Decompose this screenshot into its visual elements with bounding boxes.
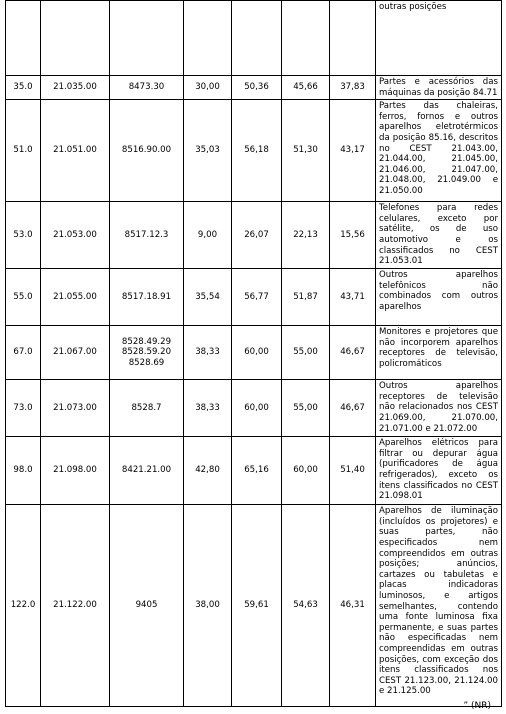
ncm-code: 8473.30 bbox=[128, 82, 165, 93]
description-cell: outras posições bbox=[376, 1, 502, 76]
value-c-cell: 51,30 bbox=[282, 100, 330, 202]
value-d-cell: 46,31 bbox=[330, 505, 376, 707]
value-a-cell: 30,00 bbox=[184, 76, 232, 100]
ncm-code: 8421.21.00 bbox=[121, 465, 172, 476]
value-b-cell: 50,36 bbox=[232, 76, 282, 100]
ncm-cell bbox=[110, 505, 184, 707]
description-cell: Partes das chaleiras, ferros, fornos e outros aparelhos eletrotérmicos da posição 85.16, descritos no CEST 21.043.00, 21.044.00, 21.045.00, 21.046.00, 21.047.00, 21.048.00, 21.049.00 e 21.050.00 bbox=[376, 100, 502, 202]
ncm-cell bbox=[110, 437, 184, 505]
ncm-cell bbox=[110, 100, 184, 202]
ncm-code: 8516.90.00 bbox=[121, 145, 172, 156]
table-row bbox=[6, 505, 502, 707]
ncm-code: 8528.69 bbox=[128, 357, 165, 368]
value-a-cell: 38,33 bbox=[184, 326, 232, 380]
cest-cell: 21.051.00 bbox=[41, 100, 110, 202]
value-c-cell: 51,87 bbox=[282, 269, 330, 326]
value-c-cell bbox=[282, 1, 330, 76]
value-b-cell: 60,00 bbox=[232, 326, 282, 380]
cest-cell: 21.053.00 bbox=[41, 202, 110, 269]
item-cell: 51.0 bbox=[6, 100, 41, 202]
ncm-code: 8528.7 bbox=[131, 402, 162, 413]
table-row bbox=[6, 380, 502, 437]
item-cell: 55.0 bbox=[6, 269, 41, 326]
description-cell: Monitores e projetores que não incorporem aparelhos receptores de televisão, policromáticos bbox=[376, 326, 502, 380]
description-cell: Aparelhos elétricos para filtrar ou depurar água (purificadores de água refrigerados), exceto os itens classificados no CEST 21.098.01 bbox=[376, 437, 502, 505]
ncm-cell bbox=[110, 380, 184, 437]
value-b-cell: 59,61 bbox=[232, 505, 282, 707]
footer-note: ” (NR) bbox=[463, 701, 491, 711]
ncm-code: 8528.49.29 bbox=[121, 336, 172, 347]
value-c-cell: 55,00 bbox=[282, 326, 330, 380]
value-d-cell: 43,17 bbox=[330, 100, 376, 202]
ncm-cell bbox=[110, 202, 184, 269]
value-b-cell: 56,77 bbox=[232, 269, 282, 326]
table-row bbox=[6, 202, 502, 269]
description-cell: Partes e acessórios das máquinas da posição 84.71 bbox=[376, 76, 502, 100]
value-c-cell: 60,00 bbox=[282, 437, 330, 505]
ncm-cell bbox=[110, 326, 184, 380]
value-b-cell: 56,18 bbox=[232, 100, 282, 202]
table-row bbox=[6, 269, 502, 326]
item-cell: 122.0 bbox=[6, 505, 41, 707]
item-cell: 53.0 bbox=[6, 202, 41, 269]
item-cell bbox=[6, 1, 41, 76]
value-c-cell: 22,13 bbox=[282, 202, 330, 269]
value-b-cell: 60,00 bbox=[232, 380, 282, 437]
item-cell: 67.0 bbox=[6, 326, 41, 380]
cest-cell: 21.122.00 bbox=[41, 505, 110, 707]
value-b-cell bbox=[232, 1, 282, 76]
ncm-code: 8517.18.91 bbox=[121, 291, 172, 302]
value-d-cell bbox=[330, 1, 376, 76]
ncm-code: 8528.59.20 bbox=[121, 347, 172, 358]
value-a-cell: 38,00 bbox=[184, 505, 232, 707]
cest-cell: 21.035.00 bbox=[41, 76, 110, 100]
value-a-cell bbox=[184, 1, 232, 76]
ncm-cell bbox=[110, 76, 184, 100]
cest-table bbox=[5, 0, 502, 707]
ncm-code: 9405 bbox=[135, 600, 158, 611]
value-a-cell: 35,54 bbox=[184, 269, 232, 326]
value-b-cell: 65,16 bbox=[232, 437, 282, 505]
table-row bbox=[6, 437, 502, 505]
table-body bbox=[6, 1, 502, 707]
table-row bbox=[6, 326, 502, 380]
cest-cell: 21.098.00 bbox=[41, 437, 110, 505]
cest-cell: 21.055.00 bbox=[41, 269, 110, 326]
item-cell: 73.0 bbox=[6, 380, 41, 437]
cest-cell: 21.067.00 bbox=[41, 326, 110, 380]
value-d-cell: 46,67 bbox=[330, 380, 376, 437]
value-b-cell: 26,07 bbox=[232, 202, 282, 269]
value-c-cell: 45,66 bbox=[282, 76, 330, 100]
value-c-cell: 54,63 bbox=[282, 505, 330, 707]
ncm-code: 8517.12.3 bbox=[124, 229, 169, 240]
value-d-cell: 37,83 bbox=[330, 76, 376, 100]
ncm-cell bbox=[110, 269, 184, 326]
value-a-cell: 35,03 bbox=[184, 100, 232, 202]
item-cell: 35.0 bbox=[6, 76, 41, 100]
description-cell: Outros aparelhos telefônicos não combinados com outros aparelhos bbox=[376, 269, 502, 326]
item-cell: 98.0 bbox=[6, 437, 41, 505]
cest-cell: 21.073.00 bbox=[41, 380, 110, 437]
description-cell: Outros aparelhos receptores de televisão não relacionados nos CEST 21.069.00, 21.070.00, 21.071.00 e 21.072.00 bbox=[376, 380, 502, 437]
description-cell: Aparelhos de iluminação (incluídos os projetores) e suas partes, não especificados nem compreendidos em outras posições; anúncios, cartazes ou tabuletas e placas indicadoras luminosos, e artigos semelhantes, contendo uma fonte luminosa fixa permanente, e suas partes não especificadas nem compreendidas em outras posições, com exceção dos itens classificados nos CEST 21.123.00, 21.124.00 e 21.125.00 bbox=[376, 505, 502, 707]
value-a-cell: 38,33 bbox=[184, 380, 232, 437]
value-d-cell: 43,71 bbox=[330, 269, 376, 326]
description-cell: Telefones para redes celulares, exceto por satélite, os de uso automotivo e os classificados no CEST 21.053.01 bbox=[376, 202, 502, 269]
table-row bbox=[6, 1, 502, 76]
table-row bbox=[6, 76, 502, 100]
table-row bbox=[6, 100, 502, 202]
value-d-cell: 46,67 bbox=[330, 326, 376, 380]
value-a-cell: 9,00 bbox=[184, 202, 232, 269]
value-d-cell: 51,40 bbox=[330, 437, 376, 505]
value-a-cell: 42,80 bbox=[184, 437, 232, 505]
value-d-cell: 15,56 bbox=[330, 202, 376, 269]
cest-cell bbox=[41, 1, 110, 76]
value-c-cell: 55,00 bbox=[282, 380, 330, 437]
ncm-cell bbox=[110, 1, 184, 76]
